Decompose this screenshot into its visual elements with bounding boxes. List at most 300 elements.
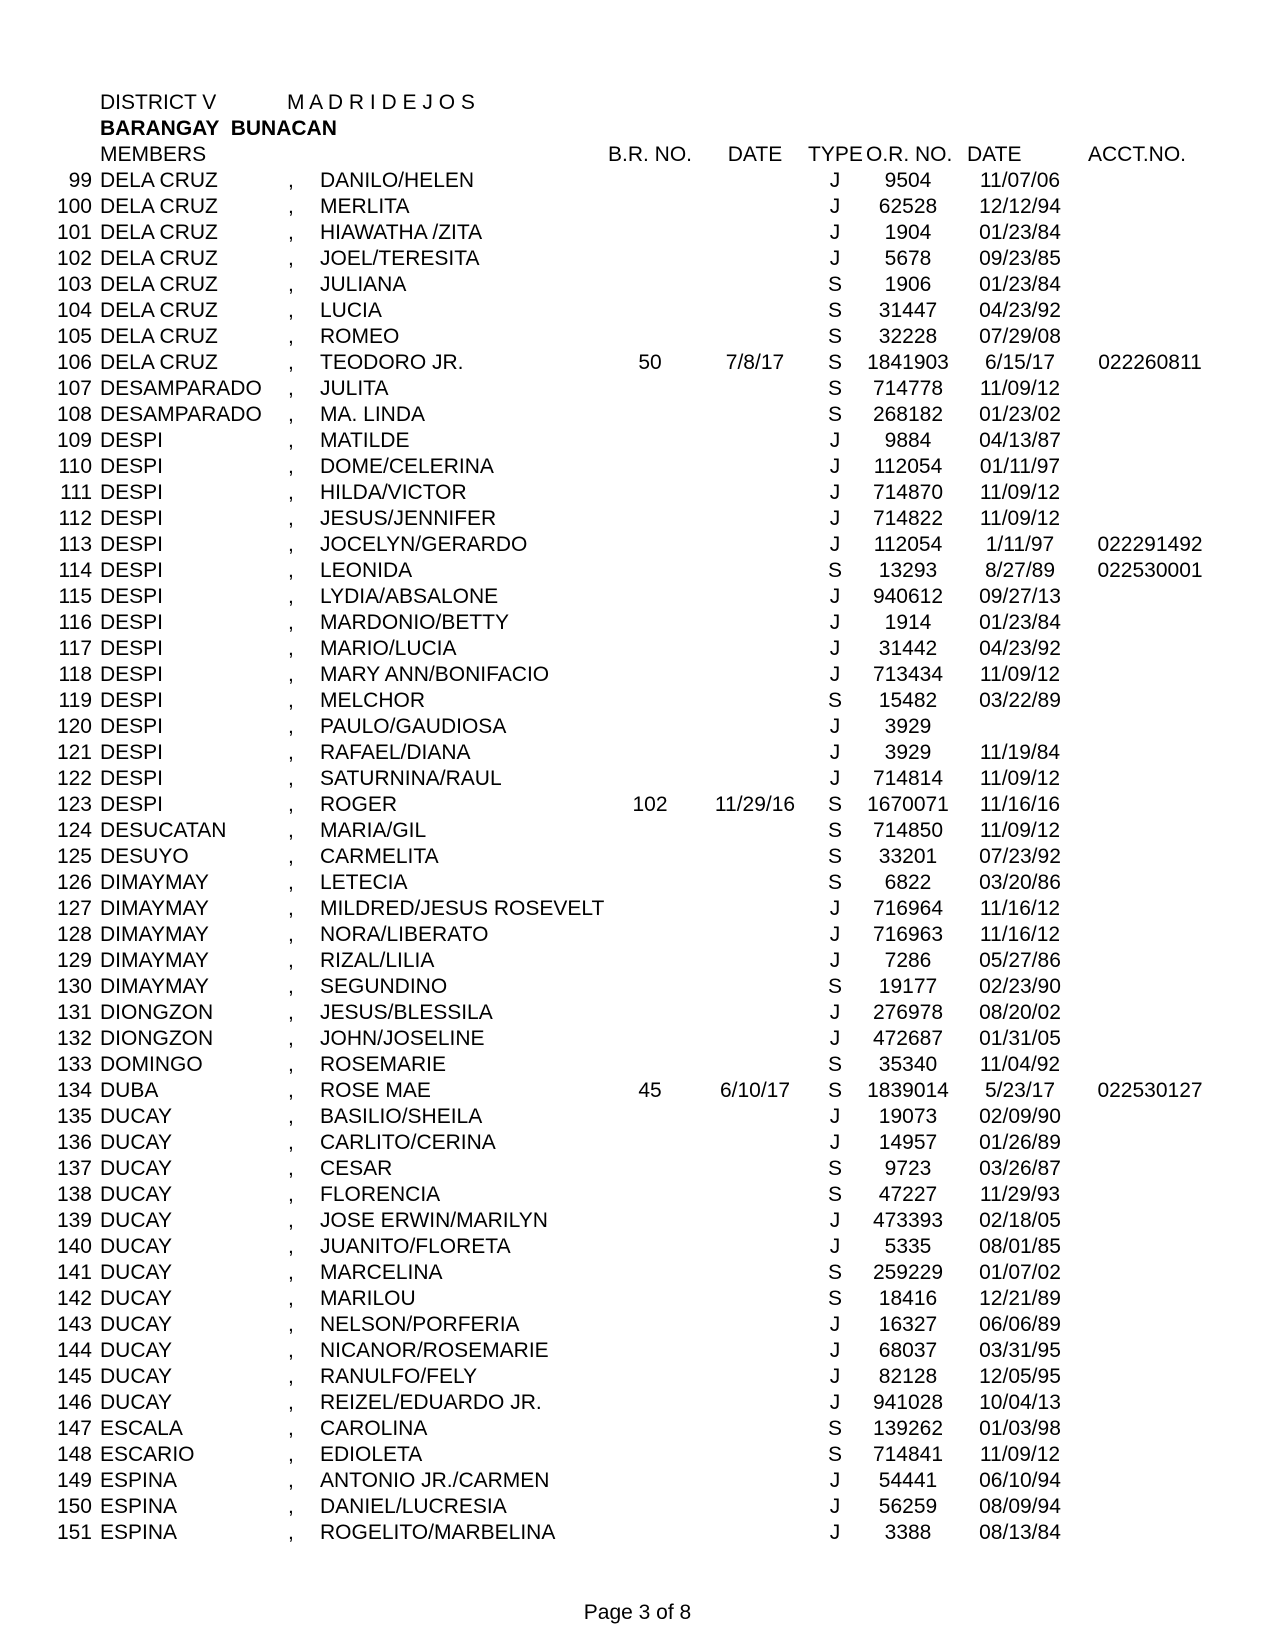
or-number: 714778	[872, 377, 944, 400]
or-number: 31447	[878, 299, 938, 322]
last-name: DELA CRUZ	[100, 325, 218, 348]
or-date: 11/29/93	[979, 1183, 1061, 1206]
member-type: J	[829, 429, 841, 452]
table-row	[0, 246, 1275, 272]
or-number: 268182	[872, 403, 944, 426]
member-type: S	[827, 1183, 842, 1206]
comma-separator: ,	[288, 1443, 294, 1466]
first-name: MARIA/GIL	[320, 819, 427, 842]
last-name: DELA CRUZ	[100, 195, 218, 218]
comma-separator: ,	[288, 1469, 294, 1492]
row-number: 103	[56, 273, 92, 296]
br-date: 7/8/17	[725, 351, 785, 374]
member-type: J	[829, 1235, 841, 1258]
br-no-header: B.R. NO.	[607, 143, 692, 166]
or-number: 940612	[872, 585, 944, 608]
br-number: 45	[638, 1079, 662, 1102]
comma-separator: ,	[288, 845, 294, 868]
comma-separator: ,	[288, 1105, 294, 1128]
or-date: 11/09/12	[979, 507, 1061, 530]
first-name: SATURNINA/RAUL	[320, 767, 502, 790]
member-type: J	[829, 767, 841, 790]
or-number: 31442	[878, 637, 938, 660]
row-number: 99	[68, 169, 92, 192]
or-date: 11/16/12	[979, 897, 1061, 920]
row-number: 114	[58, 559, 92, 582]
first-name: NELSON/PORFERIA	[320, 1313, 520, 1336]
table-row	[0, 1208, 1275, 1234]
or-date: 11/09/12	[979, 1443, 1061, 1466]
row-number: 102	[56, 247, 92, 270]
first-name: MARY ANN/BONIFACIO	[320, 663, 550, 686]
or-date: 11/16/12	[979, 923, 1061, 946]
table-row	[0, 1312, 1275, 1338]
comma-separator: ,	[288, 1131, 294, 1154]
member-type: J	[829, 949, 841, 972]
last-name: ESCALA	[100, 1417, 183, 1440]
first-name: MARDONIO/BETTY	[320, 611, 510, 634]
first-name: FLORENCIA	[320, 1183, 441, 1206]
comma-separator: ,	[288, 897, 294, 920]
member-type: J	[829, 1521, 841, 1544]
table-row	[0, 1416, 1275, 1442]
row-number: 142	[56, 1287, 92, 1310]
account-number: 022291492	[1097, 533, 1203, 556]
comma-separator: ,	[288, 689, 294, 712]
comma-separator: ,	[288, 1027, 294, 1050]
or-number: 56259	[878, 1495, 938, 1518]
or-date: 02/09/90	[979, 1105, 1061, 1128]
comma-separator: ,	[288, 1391, 294, 1414]
or-date: 01/26/89	[979, 1131, 1061, 1154]
comma-separator: ,	[288, 1521, 294, 1544]
br-number: 102	[632, 793, 668, 816]
or-number: 1904	[884, 221, 932, 244]
row-number: 110	[58, 455, 92, 478]
municipality-label: M A D R I D E J O S	[287, 91, 475, 114]
row-number: 137	[56, 1157, 92, 1180]
or-number: 82128	[878, 1365, 938, 1388]
table-row	[0, 1390, 1275, 1416]
comma-separator: ,	[288, 637, 294, 660]
row-number: 108	[56, 403, 92, 426]
last-name: DUCAY	[100, 1287, 172, 1310]
table-row	[0, 1468, 1275, 1494]
table-row	[0, 844, 1275, 870]
row-number: 104	[56, 299, 92, 322]
comma-separator: ,	[288, 585, 294, 608]
first-name: LETECIA	[320, 871, 408, 894]
member-type: S	[827, 1079, 842, 1102]
or-number: 1841903	[867, 351, 949, 374]
or-date: 02/18/05	[979, 1209, 1061, 1232]
member-type: J	[829, 1339, 841, 1362]
or-date: 09/23/85	[979, 247, 1061, 270]
or-number: 9504	[884, 169, 932, 192]
first-name: LEONIDA	[320, 559, 413, 582]
last-name: DESPI	[100, 585, 164, 608]
or-date: 01/11/97	[979, 455, 1061, 478]
table-row	[0, 714, 1275, 740]
table-row	[0, 974, 1275, 1000]
last-name: ESPINA	[100, 1469, 178, 1492]
comma-separator: ,	[288, 975, 294, 998]
or-number: 716963	[872, 923, 944, 946]
or-date: 11/04/92	[979, 1053, 1061, 1076]
row-number: 121	[56, 741, 92, 764]
comma-separator: ,	[288, 403, 294, 426]
first-name: ROMEO	[320, 325, 400, 348]
row-number: 139	[56, 1209, 92, 1232]
or-date: 11/09/12	[979, 481, 1061, 504]
comma-separator: ,	[288, 1339, 294, 1362]
table-row	[0, 558, 1275, 584]
member-type: S	[827, 689, 842, 712]
comma-separator: ,	[288, 377, 294, 400]
table-row	[0, 1494, 1275, 1520]
first-name: JULIANA	[320, 273, 407, 296]
member-type: J	[829, 507, 841, 530]
or-number: 7286	[884, 949, 932, 972]
comma-separator: ,	[288, 715, 294, 738]
comma-separator: ,	[288, 1157, 294, 1180]
comma-separator: ,	[288, 325, 294, 348]
first-name: MA. LINDA	[320, 403, 426, 426]
or-date: 01/07/02	[979, 1261, 1061, 1284]
member-type: J	[829, 1209, 841, 1232]
last-name: DELA CRUZ	[100, 273, 218, 296]
member-type: S	[827, 1261, 842, 1284]
table-row	[0, 610, 1275, 636]
row-number: 123	[56, 793, 92, 816]
last-name: DIONGZON	[100, 1001, 214, 1024]
first-name: MARIO/LUCIA	[320, 637, 457, 660]
first-name: TEODORO JR.	[320, 351, 464, 374]
or-date: 08/20/02	[979, 1001, 1061, 1024]
br-date: 11/29/16	[714, 793, 796, 816]
account-number: 022530001	[1097, 559, 1203, 582]
table-row	[0, 896, 1275, 922]
last-name: DESPI	[100, 663, 164, 686]
comma-separator: ,	[288, 1495, 294, 1518]
row-number: 125	[56, 845, 92, 868]
table-row	[0, 1078, 1275, 1104]
or-date: 11/19/84	[979, 741, 1061, 764]
first-name: LUCIA	[320, 299, 382, 322]
last-name: ESPINA	[100, 1521, 178, 1544]
comma-separator: ,	[288, 1079, 294, 1102]
or-number: 1906	[884, 273, 932, 296]
comma-separator: ,	[288, 273, 294, 296]
row-number: 113	[58, 533, 92, 556]
last-name: DELA CRUZ	[100, 221, 218, 244]
last-name: DIMAYMAY	[100, 923, 209, 946]
first-name: SEGUNDINO	[320, 975, 448, 998]
first-name: MARCELINA	[320, 1261, 443, 1284]
member-type: S	[827, 975, 842, 998]
last-name: DESPI	[100, 429, 164, 452]
table-row	[0, 870, 1275, 896]
date-header: DATE	[727, 143, 783, 166]
last-name: DESAMPARADO	[100, 403, 262, 426]
comma-separator: ,	[288, 1287, 294, 1310]
member-type: J	[829, 195, 841, 218]
member-type: J	[829, 455, 841, 478]
or-number: 941028	[872, 1391, 944, 1414]
table-row	[0, 662, 1275, 688]
member-type: S	[827, 351, 842, 374]
type-header: TYPE	[808, 143, 863, 166]
last-name: DESPI	[100, 793, 164, 816]
last-name: DESPI	[100, 611, 164, 634]
or-number: 54441	[878, 1469, 938, 1492]
member-type: S	[827, 793, 842, 816]
member-type: S	[827, 1157, 842, 1180]
row-number: 127	[56, 897, 92, 920]
last-name: DUCAY	[100, 1105, 172, 1128]
or-date: 04/13/87	[979, 429, 1061, 452]
table-row	[0, 1286, 1275, 1312]
last-name: DESPI	[100, 455, 164, 478]
or-date: 03/31/95	[979, 1339, 1061, 1362]
or-date: 1/11/97	[985, 533, 1055, 556]
member-type: J	[829, 1391, 841, 1414]
table-row	[0, 1520, 1275, 1546]
or-number: 35340	[878, 1053, 938, 1076]
last-name: DESPI	[100, 559, 164, 582]
row-number: 151	[56, 1521, 92, 1544]
first-name: CAROLINA	[320, 1417, 428, 1440]
table-row	[0, 1338, 1275, 1364]
page-number: Page 3 of 8	[583, 1601, 692, 1624]
first-name: ANTONIO JR./CARMEN	[320, 1469, 550, 1492]
comma-separator: ,	[288, 1183, 294, 1206]
last-name: DUCAY	[100, 1391, 172, 1414]
comma-separator: ,	[288, 1235, 294, 1258]
row-number: 119	[58, 689, 92, 712]
comma-separator: ,	[288, 949, 294, 972]
row-number: 144	[56, 1339, 92, 1362]
comma-separator: ,	[288, 1313, 294, 1336]
first-name: MATILDE	[320, 429, 410, 452]
or-date: 06/10/94	[979, 1469, 1061, 1492]
row-number: 141	[56, 1261, 92, 1284]
table-row	[0, 1104, 1275, 1130]
table-row	[0, 818, 1275, 844]
or-number: 19177	[878, 975, 938, 998]
or-date: 10/04/13	[979, 1391, 1061, 1414]
table-row	[0, 480, 1275, 506]
last-name: DUCAY	[100, 1235, 172, 1258]
comma-separator: ,	[288, 611, 294, 634]
member-type: J	[829, 1131, 841, 1154]
or-date: 08/13/84	[979, 1521, 1061, 1544]
or-no-header: O.R. NO.	[866, 143, 953, 166]
member-type: J	[829, 637, 841, 660]
comma-separator: ,	[288, 195, 294, 218]
last-name: DESUCATAN	[100, 819, 227, 842]
or-number: 473393	[872, 1209, 944, 1232]
or-date: 08/09/94	[979, 1495, 1061, 1518]
first-name: JULITA	[320, 377, 389, 400]
or-date: 11/16/16	[979, 793, 1061, 816]
row-number: 112	[58, 507, 92, 530]
member-type: S	[827, 559, 842, 582]
or-number: 139262	[872, 1417, 944, 1440]
first-name: RIZAL/LILIA	[320, 949, 435, 972]
last-name: DOMINGO	[100, 1053, 203, 1076]
first-name: CESAR	[320, 1157, 393, 1180]
last-name: DIMAYMAY	[100, 871, 209, 894]
or-number: 3929	[884, 715, 932, 738]
table-row	[0, 194, 1275, 220]
last-name: DELA CRUZ	[100, 169, 218, 192]
comma-separator: ,	[288, 429, 294, 452]
or-number: 5335	[884, 1235, 932, 1258]
last-name: DIMAYMAY	[100, 949, 209, 972]
table-row	[0, 740, 1275, 766]
first-name: HIAWATHA /ZITA	[320, 221, 483, 244]
last-name: DELA CRUZ	[100, 351, 218, 374]
member-type: J	[829, 923, 841, 946]
first-name: JOSE ERWIN/MARILYN	[320, 1209, 548, 1232]
or-date: 01/23/84	[979, 273, 1061, 296]
or-date: 11/09/12	[979, 377, 1061, 400]
first-name: ROSEMARIE	[320, 1053, 447, 1076]
last-name: DELA CRUZ	[100, 299, 218, 322]
table-row	[0, 636, 1275, 662]
last-name: DESPI	[100, 741, 164, 764]
or-date: 11/09/12	[979, 663, 1061, 686]
row-number: 133	[56, 1053, 92, 1076]
or-number: 6822	[884, 871, 932, 894]
table-row	[0, 402, 1275, 428]
last-name: DESPI	[100, 767, 164, 790]
or-number: 19073	[878, 1105, 938, 1128]
first-name: MELCHOR	[320, 689, 426, 712]
table-row	[0, 688, 1275, 714]
last-name: DESUYO	[100, 845, 189, 868]
or-number: 47227	[878, 1183, 938, 1206]
row-number: 117	[58, 637, 92, 660]
member-type: J	[829, 247, 841, 270]
table-row	[0, 220, 1275, 246]
or-date: 07/29/08	[979, 325, 1061, 348]
acct-no-header: ACCT.NO.	[1088, 143, 1187, 166]
table-row	[0, 428, 1275, 454]
first-name: MERLITA	[320, 195, 410, 218]
or-number: 14957	[878, 1131, 938, 1154]
table-row	[0, 922, 1275, 948]
first-name: RAFAEL/DIANA	[320, 741, 471, 764]
last-name: DUCAY	[100, 1365, 172, 1388]
or-number: 18416	[878, 1287, 938, 1310]
or-date: 08/01/85	[979, 1235, 1061, 1258]
member-type: J	[829, 1313, 841, 1336]
or-date: 11/09/12	[979, 819, 1061, 842]
first-name: MILDRED/JESUS ROSEVELT	[320, 897, 605, 920]
comma-separator: ,	[288, 923, 294, 946]
member-type: J	[829, 1027, 841, 1050]
comma-separator: ,	[288, 663, 294, 686]
or-number: 259229	[872, 1261, 944, 1284]
or-date: 09/27/13	[979, 585, 1061, 608]
row-number: 128	[56, 923, 92, 946]
or-number: 112054	[873, 455, 943, 478]
table-row	[0, 506, 1275, 532]
last-name: DUCAY	[100, 1131, 172, 1154]
comma-separator: ,	[288, 1365, 294, 1388]
or-number: 713434	[872, 663, 944, 686]
first-name: JOHN/JOSELINE	[320, 1027, 485, 1050]
row-number: 124	[56, 819, 92, 842]
comma-separator: ,	[288, 247, 294, 270]
last-name: DESPI	[100, 637, 164, 660]
row-number: 149	[56, 1469, 92, 1492]
or-number: 714870	[872, 481, 944, 504]
row-number: 135	[56, 1105, 92, 1128]
comma-separator: ,	[288, 767, 294, 790]
first-name: ROSE MAE	[320, 1079, 431, 1102]
first-name: CARMELITA	[320, 845, 439, 868]
table-row	[0, 1364, 1275, 1390]
or-date: 01/31/05	[979, 1027, 1061, 1050]
member-type: J	[829, 663, 841, 686]
first-name: DANIEL/LUCRESIA	[320, 1495, 507, 1518]
or-number: 472687	[872, 1027, 944, 1050]
first-name: HILDA/VICTOR	[320, 481, 467, 504]
member-type: J	[829, 1105, 841, 1128]
table-row	[0, 1260, 1275, 1286]
first-name: ROGER	[320, 793, 398, 816]
last-name: DUCAY	[100, 1313, 172, 1336]
last-name: DESPI	[100, 533, 164, 556]
or-date: 12/12/94	[979, 195, 1061, 218]
or-number: 9723	[884, 1157, 932, 1180]
table-row	[0, 1052, 1275, 1078]
or-number: 3388	[884, 1521, 932, 1544]
member-type: J	[829, 1469, 841, 1492]
member-type: J	[829, 611, 841, 634]
comma-separator: ,	[288, 221, 294, 244]
row-number: 120	[56, 715, 92, 738]
or-date: 11/09/12	[979, 767, 1061, 790]
or-date: 07/23/92	[979, 845, 1061, 868]
first-name: JESUS/JENNIFER	[320, 507, 497, 530]
member-type: S	[827, 1287, 842, 1310]
first-name: MARILOU	[320, 1287, 416, 1310]
or-number: 33201	[878, 845, 938, 868]
member-type: J	[829, 481, 841, 504]
member-type: S	[827, 299, 842, 322]
table-row	[0, 948, 1275, 974]
br-number: 50	[638, 351, 662, 374]
or-date: 12/05/95	[979, 1365, 1061, 1388]
last-name: DESPI	[100, 689, 164, 712]
or-number: 32228	[878, 325, 938, 348]
table-row	[0, 1130, 1275, 1156]
or-date: 8/27/89	[984, 559, 1056, 582]
member-type: S	[827, 1443, 842, 1466]
table-row	[0, 1026, 1275, 1052]
member-type: J	[829, 1365, 841, 1388]
column-header-row	[0, 142, 1275, 168]
district-label: DISTRICT V	[100, 91, 217, 114]
last-name: DUCAY	[100, 1339, 172, 1362]
table-row	[0, 1000, 1275, 1026]
last-name: ESCARIO	[100, 1443, 195, 1466]
or-number: 112054	[873, 533, 943, 556]
